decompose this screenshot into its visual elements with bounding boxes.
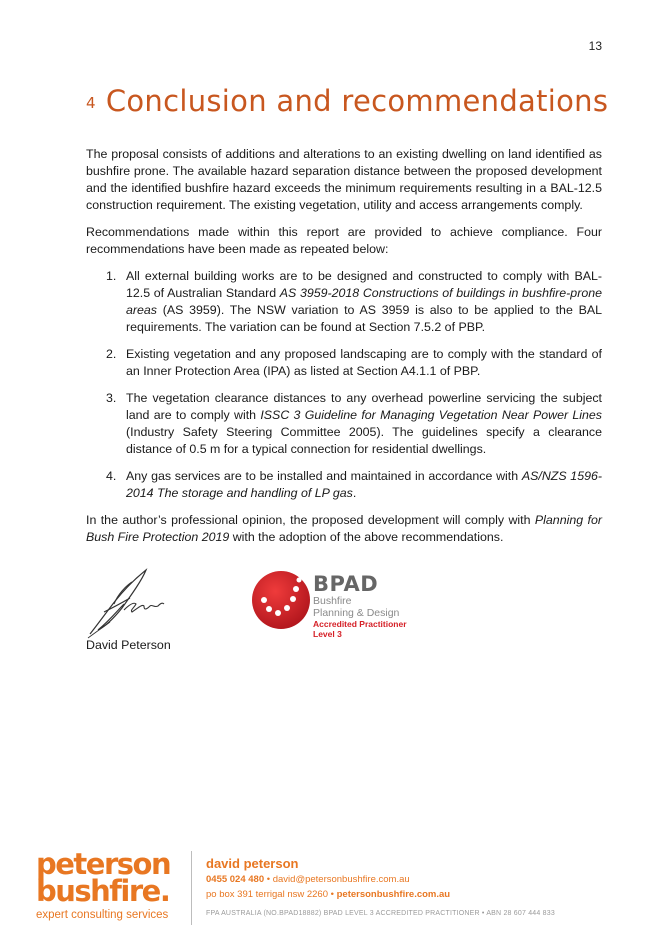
recommendation-text: Any gas services are to be installed and maintained in accordance with (126, 469, 522, 483)
recommendation-item (86, 390, 602, 458)
recommendation-text: The vegetation clearance distances to any overhead powerline servicing the subject land are to comply with (126, 391, 602, 422)
recommendation-number: 4. (106, 469, 117, 483)
footer-divider (191, 851, 192, 925)
contact-address: po box 391 terrigal nsw 2260 (206, 889, 328, 900)
recommendation-reference: AS 3959-2018 Constructions of buildings in bushfire-prone areas (126, 286, 602, 317)
recommendation-item (86, 468, 602, 502)
bpad-title: BPAD (313, 572, 379, 596)
recommendation-reference: AS/NZS 1596-2014 The storage and handling of LP gas (126, 469, 602, 500)
intro-paragraph-2: Recommendations made within this report are provided to achieve compliance. Four recommendations have been made as repeated below: (86, 225, 602, 256)
closing-text: In the author’s professional opinion, the proposed development will comply with (86, 513, 535, 527)
recommendations-list (86, 268, 602, 502)
recommendation-reference: ISSC 3 Guideline for Managing Vegetation Near Power Lines (260, 408, 602, 422)
recommendation-number: 2. (106, 347, 117, 361)
recommendation-number: 3. (106, 391, 117, 405)
contact-line-1 (206, 872, 555, 887)
bullet-separator: • (330, 889, 334, 900)
bpad-line-3: Accredited Practitioner (313, 619, 407, 629)
logo-text-line-1: peterson (36, 847, 171, 881)
recommendation-text: All external building works are to be designed and constructed to comply with BAL-12.5 of Australian Standard (126, 269, 602, 300)
accreditation-line: FPA AUSTRALIA (NO.BPAD18882) BPAD LEVEL 3 ACCREDITED PRACTITIONER • ABN 28 607 444 833 (206, 910, 555, 917)
bpad-logo-icon (251, 570, 311, 630)
recommendation-text-end: (AS 3959). The NSW variation to AS 3959 is also to be applied to the BAL requirements. The variation can be found at Section 7.5.2 of PBP. (126, 303, 602, 334)
recommendation-number: 1. (106, 269, 117, 283)
intro-paragraph-1: The proposal consists of additions and alterations to an existing dwelling on land identified as bushfire prone. The available hazard separation distance between the proposed development and the identified bushfire hazard exceeds the minimum requirements resulting in a BAL-12.5 construction requirement. The existing vegetation, utility and access arrangements comply. (86, 147, 602, 212)
contact-block (206, 856, 555, 920)
bpad-text (313, 573, 407, 639)
contact-line-2 (206, 887, 555, 902)
logo-tagline: expert consulting services (36, 909, 169, 921)
handwritten-signature (84, 564, 174, 640)
contact-website[interactable]: petersonbushfire.com.au (336, 889, 451, 900)
bullet-separator: • (266, 874, 271, 885)
closing-reference: Planning for Bush Fire Protection 2019 (86, 513, 602, 544)
body-text (86, 146, 602, 556)
logo-text-line-2: bushfire. (36, 874, 170, 908)
signatory-name: David Peterson (86, 638, 171, 652)
contact-email[interactable]: david@petersonbushfire.com.au (272, 874, 410, 885)
contact-name: david peterson (206, 856, 299, 871)
closing-paragraph (86, 512, 602, 546)
section-number: 4 (86, 94, 96, 112)
recommendation-text: Existing vegetation and any proposed landscaping are to comply with the standard of an Inner Protection Area (IPA) as listed at Section A4.1.1 of PBP. (126, 347, 602, 378)
closing-text-end: with the adoption of the above recommendations. (229, 530, 504, 544)
recommendation-text-end: (Industry Safety Steering Committee 2005). The guidelines specify a clearance distance of 0.5 m for a typical connection for residential dwellings. (126, 425, 602, 456)
recommendation-text-end: . (352, 486, 357, 500)
page-number: 13 (588, 39, 602, 53)
bpad-line-1: Bushfire (313, 595, 352, 607)
contact-phone: 0455 024 480 (206, 874, 265, 885)
recommendation-item (86, 346, 602, 380)
recommendation-item (86, 268, 602, 336)
bpad-line-2: Planning & Design (313, 607, 400, 619)
bpad-line-4: Level 3 (313, 629, 342, 639)
company-logo (36, 847, 186, 922)
section-heading (86, 84, 608, 118)
section-title: Conclusion and recommendations (105, 84, 609, 118)
